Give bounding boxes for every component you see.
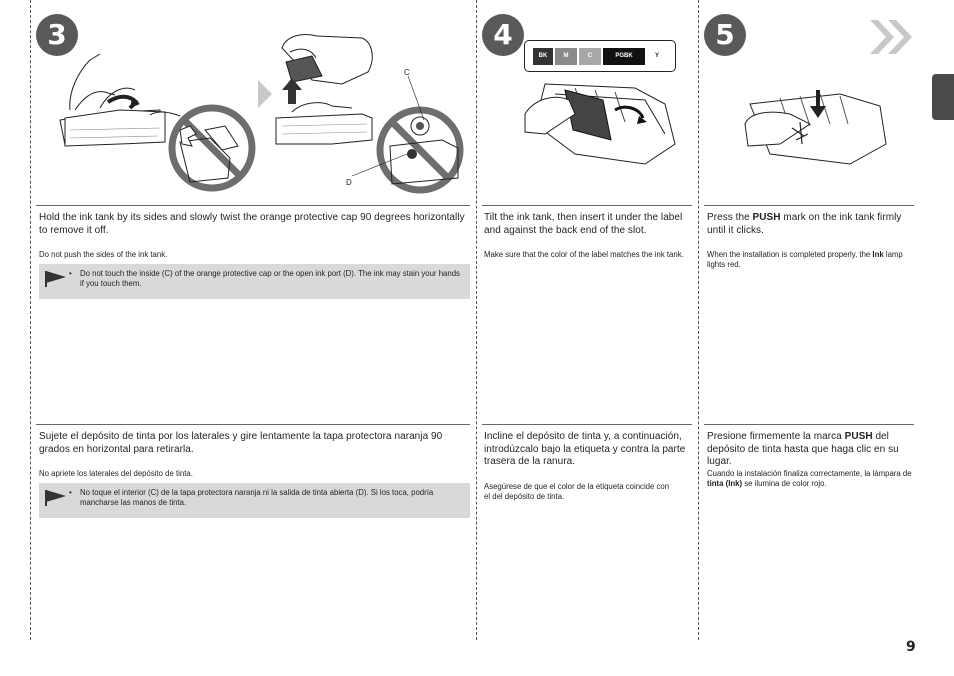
page-number: 9: [906, 639, 916, 655]
step5-note-pre-es: Cuando la instalación finaliza correctamente, la lámpara de: [707, 469, 912, 478]
ink-label-c: C: [579, 48, 601, 65]
step-3-number: 3: [36, 14, 78, 56]
step3-twist-illustration: [40, 50, 260, 200]
ink-lamp-label-es: tinta (Ink): [707, 479, 743, 488]
step5-note-en: [707, 250, 913, 270]
rule-en-step3: [36, 205, 470, 206]
rule-es-step5: [704, 424, 914, 425]
ink-lamp-label: Ink: [872, 250, 884, 259]
column-divider-left: [30, 0, 31, 640]
step4-note-es: Asegúrese de que el color de la etiqueta coincide con el del depósito de tinta.: [484, 482, 670, 501]
push-mark: PUSH: [752, 212, 781, 223]
step5-note-post-es: se ilumina de color rojo.: [742, 479, 827, 488]
step4-instruction-en: Tilt the ink tank, then insert it under the label and against the back end of the slot.: [484, 212, 683, 236]
label-c: C: [404, 68, 410, 77]
step5-text-post: mark on the ink tank firmly until it clicks.: [707, 212, 902, 236]
step5-note-es: [707, 469, 913, 489]
step5-instruction-en: [707, 212, 913, 237]
step3-instruction-en: Hold the ink tank by its sides and slowly twist the orange protective cap 90 degrees horizontally to remove it off.: [39, 212, 465, 236]
rule-es-step4: [482, 424, 692, 425]
column-divider-2: [698, 0, 699, 640]
step-5-number: 5: [704, 14, 746, 56]
section-tab: [932, 74, 954, 120]
caution-box-en: [39, 264, 470, 299]
ink-label-strip: [524, 40, 676, 72]
step3-note-en: Do not push the sides of the ink tank.: [39, 250, 168, 259]
step3-note-es: No apriete los laterales del depósito de tinta.: [39, 469, 193, 478]
caution-bullet: •: [69, 488, 72, 497]
column-divider-1: [476, 0, 477, 640]
caution-box-es: [39, 483, 470, 518]
step5-push-illustration: [740, 84, 890, 174]
step5-text-pre-es: Presione firmemente la marca: [707, 431, 845, 442]
step-4-number: 4: [482, 14, 524, 56]
step5-note-pre: When the installation is completed properly, the: [707, 250, 873, 259]
step3-instruction-es: Sujete el depósito de tinta por los laterales y gire lentamente la tapa protectora naranja 90 grados en horizontal para retirarla.: [39, 431, 443, 455]
step4-note-en: Make sure that the color of the label matches the ink tank.: [484, 250, 684, 259]
step5-note-post: lamp lights red.: [707, 250, 903, 269]
step5-text-pre: Press the: [707, 212, 753, 223]
rule-en-step5: [704, 205, 914, 206]
ink-label-bk: BK: [533, 48, 553, 65]
caution-text-en: Do not touch the inside (C) of the orange protective cap or the open ink port (D). The ink may stain your hands if you touch them.: [80, 269, 460, 288]
label-d: D: [346, 178, 352, 187]
rule-es-step3: [36, 424, 470, 425]
step4-instruction-es: Incline el depósito de tinta y, a continuación, introdúzcalo bajo la etiqueta y contra la parte trasera de la ranura.: [484, 431, 686, 467]
ink-label-pgbk: PGBK: [603, 48, 645, 65]
push-mark-es: PUSH: [844, 431, 873, 442]
double-chevron-icon: [868, 18, 918, 56]
caution-text-es: No toque el interior (C) de la tapa protectora naranja ni la salida de tinta abierta (D). Si los toca, podría mancharse las manos de tinta.: [80, 488, 434, 507]
caution-flag-icon: [44, 271, 66, 287]
caution-bullet: •: [69, 269, 72, 278]
ink-label-y: Y: [647, 48, 667, 65]
ink-label-m: M: [555, 48, 577, 65]
step5-text-post-es: del depósito de tinta hasta que haga clic en su lugar.: [707, 431, 899, 467]
caution-flag-icon: [44, 490, 66, 506]
step5-instruction-es: [707, 431, 913, 469]
rule-en-step4: [482, 205, 692, 206]
step4-insert-illustration: [515, 74, 685, 174]
step3-cap-removed-illustration: [272, 28, 472, 200]
